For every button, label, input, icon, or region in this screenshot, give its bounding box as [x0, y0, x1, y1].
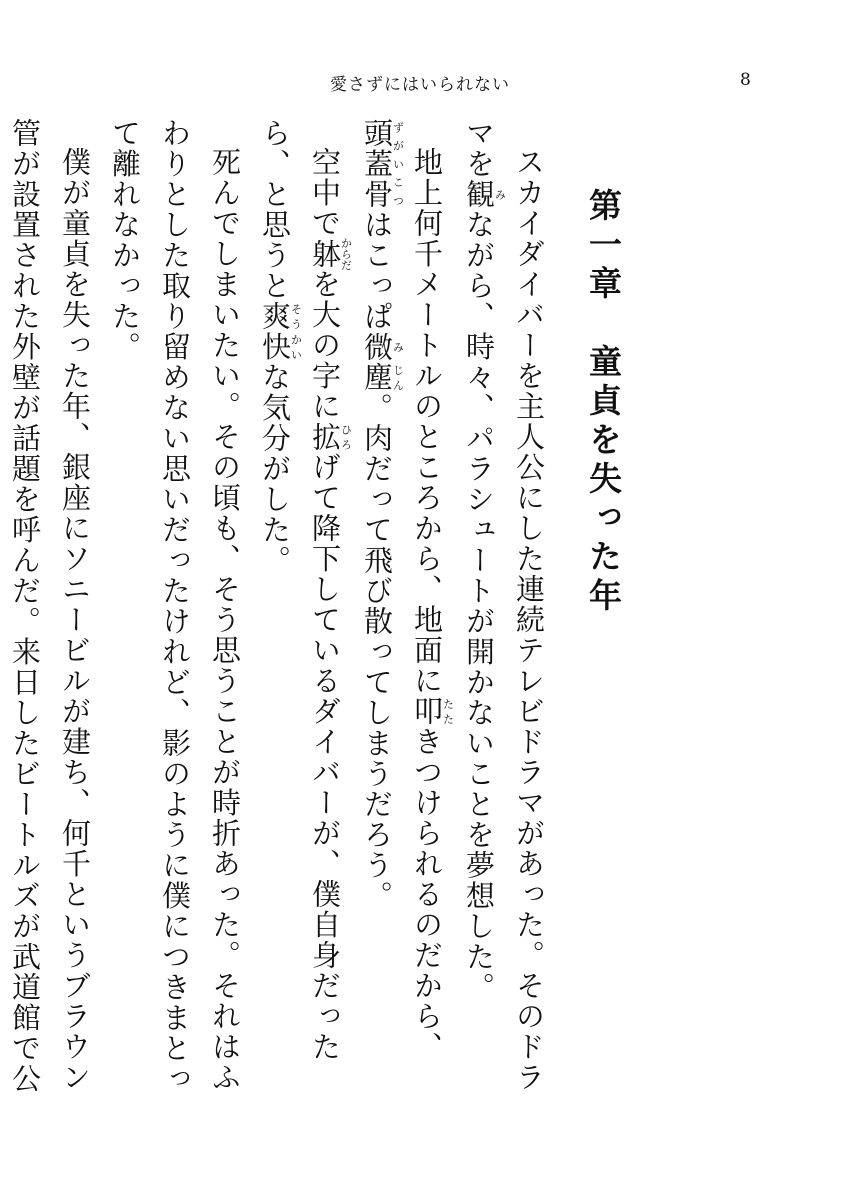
ruby-karada: 躰からだ [308, 237, 353, 271]
ruby-hiro: 拡ひろ [308, 421, 353, 452]
paragraph-1: スカイダイバーを主人公にした連続テレビドラマがあった。そのドラマを観みながら、時々、パラシュートが開かないことを夢想した。 [462, 118, 546, 1093]
paragraph-4: 死んでしまいたい。その頃も、そう思うことが時折あった。それはふわりとした取り留めない思いだったけれど、影のように僕につきまとって離れなかった。 [108, 118, 242, 1094]
ruby-jin: 塵じん [360, 362, 405, 393]
ruby-tata: 叩たた [410, 696, 455, 727]
ruby-soukai: 爽快そうかい [258, 301, 303, 362]
ruby-zugaikotsu: 頭蓋骨ずがいこつ [360, 118, 405, 210]
running-header: 愛さずにはいられない [330, 75, 510, 95]
ruby-mi-2: 微み [360, 331, 405, 362]
page-number: 8 [740, 70, 751, 90]
paragraph-3: 空中で躰からだを大の字に拡ひろげて降下しているダイバーが、僕自身だったら、と思うと爽快そうかいな気分がした。 [258, 118, 353, 1062]
ruby-mi: 観み [462, 179, 507, 210]
paragraph-5: 僕が童貞を失った年、銀座にソニービルが建ち、何千というブラウン管が設置された外壁が話題を呼んだ。来日したビートルズが武道館で公 [8, 118, 92, 1094]
page-body [8, 118, 678, 1118]
paragraph-2: 地上何千メートルのところから、地面に叩たたきつけられるのだから、頭蓋骨ずがいこつはこっぱ微み塵じん。肉だって飛び散ってしまうだろう。 [360, 118, 455, 1062]
chapter-title: 第一章 童貞を失った年 [584, 188, 623, 617]
